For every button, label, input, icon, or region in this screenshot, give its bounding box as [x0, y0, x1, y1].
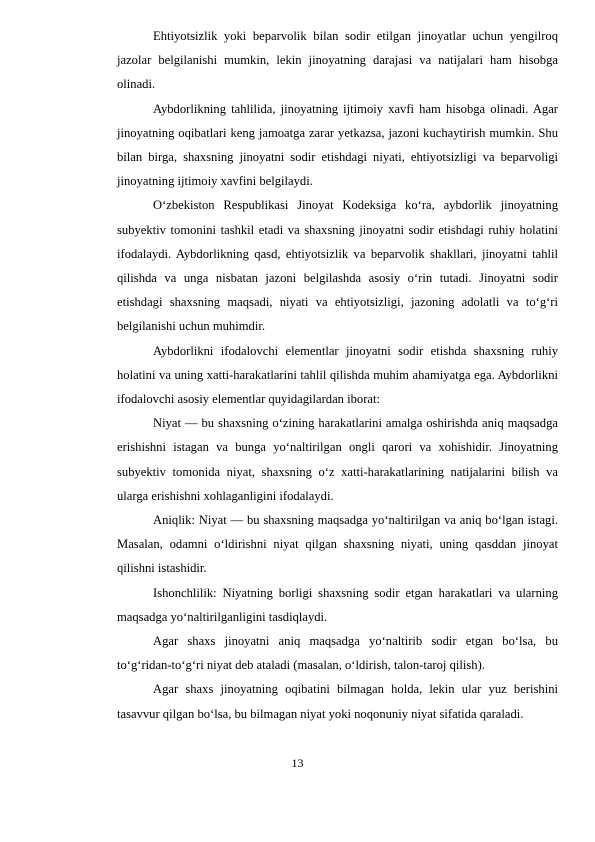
paragraph-6: Aniqlik: Niyat — bu shaxsning maqsadga yo‘naltirilgan va aniq bo‘lgan istagi. Masalan, odamni o‘ldirishni niyat qilgan shaxsning niyati, uning qasddan jinoyat qilishni istashidir.	[117, 513, 558, 576]
paragraph-9: Agar shaxs jinoyatning oqibatini bilmagan holda, lekin ular yuz berishini tasavvur qilgan bo‘lsa, bu bilmagan niyat yoki noqonuniy niyat sifatida qaraladi.	[117, 682, 558, 721]
page-number: 13	[291, 756, 304, 770]
paragraph-7: Ishonchlilik: Niyatning borligi shaxsning sodir etgan harakatlari va ularning maqsadga yo‘naltirilganligini tasdiqlaydi.	[117, 585, 558, 624]
paragraph-2: Aybdorlikning tahlilida, jinoyatning ijtimoiy xavfi ham hisobga olinadi. Agar jinoyatning oqibatlari keng jamoatga zarar yetkazsa, jazoni kuchaytirish mumkin. Shu bilan birga, shaxsning jinoyatni sodir etishdagi niyati, ehtiyotsizligi va beparvoligi jinoyatning ijtimoiy xavfini belgilaydi.	[117, 101, 558, 189]
document-body	[117, 24, 558, 726]
paragraph-5: Niyat — bu shaxsning o‘zining harakatlarini amalga oshirishda aniq maqsadga erishishni istagan va bunga yo‘naltirilgan ongli qarori va xohishidir. Jinoyatning subyektiv tomonida niyat, shaxsning o‘z xatti-harakatlarining natijalarini bilish va ularga erishishni xohlaganligini ifodalaydi.	[117, 416, 558, 503]
paragraph-3: O‘zbekiston Respublikasi Jinoyat Kodeksiga ko‘ra, aybdorlik jinoyatning subyektiv tomonini tashkil etadi va shaxsning jinoyatni sodir etishdagi ruhiy holatini ifodalaydi. Aybdorlikning qasd, ehtiyotsizlik va beparvolik shakllari, jinoyatni tahlil qilishda va unga nisbatan jazoni belgilashda asosiy o‘rin tutadi. Jinoyatni sodir etishdagi shaxsning maqsadi, niyati va ehtiyotsizligi, jazoning adolatli va to‘g‘ri belgilanishi uchun muhimdir.	[117, 198, 558, 334]
paragraph-8: Agar shaxs jinoyatni aniq maqsadga yo‘naltirib sodir etgan bo‘lsa, bu to‘g‘ridan-to‘g‘ri niyat deb ataladi (masalan, o‘ldirish, talon-taroj qilish).	[117, 634, 558, 673]
paragraph-4: Aybdorlikni ifodalovchi elementlar jinoyatni sodir etishda shaxsning ruhiy holatini va uning xatti-harakatlarini tahlil qilishda muhim ahamiyatga ega. Aybdorlikni ifodalovchi asosiy elementlar quyidagilardan iborat:	[117, 343, 558, 407]
paragraph-1: Ehtiyotsizlik yoki beparvolik bilan sodir etilgan jinoyatlar uchun yengilroq jazolar belgilanishi mumkin, lekin jinoyatning darajasi va natijalari ham hisobga olinadi.	[117, 29, 558, 92]
